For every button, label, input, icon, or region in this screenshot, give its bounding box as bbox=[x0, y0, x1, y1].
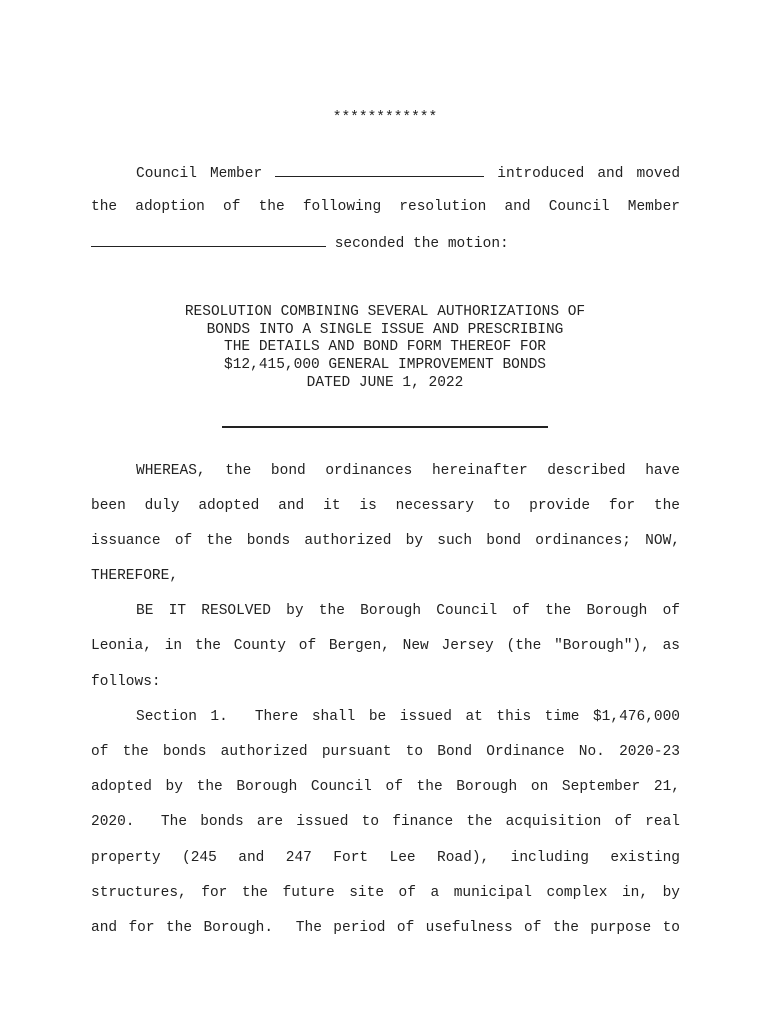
section1-line-3: adopted by the Borough Council of the Borough on September 21, bbox=[91, 779, 680, 795]
whereas-line-2: been duly adopted and it is necessary to provide for the bbox=[91, 498, 680, 514]
section1-line-2: of the bonds authorized pursuant to Bond Ordinance No. 2020-23 bbox=[91, 744, 680, 760]
section1-line-7: and for the Borough. The period of usefulness of the purpose to bbox=[91, 920, 680, 936]
section1-line-1: Section 1. There shall be issued at this time $1,476,000 bbox=[136, 709, 680, 725]
whereas-line-3: issuance of the bonds authorized by such bond ordinances; NOW, bbox=[91, 533, 680, 549]
title-line-4: $12,415,000 GENERAL IMPROVEMENT BONDS bbox=[224, 357, 546, 373]
title-line-3: THE DETAILS AND BOND FORM THEREOF FOR bbox=[224, 339, 546, 355]
intro-line-1-end: introduced and moved bbox=[497, 166, 681, 182]
resolved-line-3: follows: bbox=[91, 674, 161, 690]
intro-line-1 bbox=[136, 163, 680, 183]
title-line-1: RESOLUTION COMBINING SEVERAL AUTHORIZATIONS OF bbox=[184, 304, 586, 320]
title-divider bbox=[222, 426, 548, 428]
title-line-5: DATED JUNE 1, 2022 bbox=[306, 375, 464, 391]
header-stars: ************ bbox=[332, 110, 438, 126]
resolved-line-1: BE IT RESOLVED by the Borough Council of the Borough of bbox=[136, 603, 680, 619]
section1-line-4: 2020. The bonds are issued to finance the acquisition of real bbox=[91, 814, 680, 830]
whereas-line-1: WHEREAS, the bond ordinances hereinafter described have bbox=[136, 463, 680, 479]
intro-line-1-start: Council Member bbox=[136, 166, 263, 182]
council-member-blank-2 bbox=[91, 233, 326, 247]
resolved-line-2: Leonia, in the County of Bergen, New Jersey (the "Borough"), as bbox=[91, 638, 680, 654]
intro-line-3 bbox=[91, 233, 509, 253]
section1-line-5: property (245 and 247 Fort Lee Road), including existing bbox=[91, 850, 680, 866]
whereas-line-4: THEREFORE, bbox=[91, 568, 179, 584]
council-member-blank-1 bbox=[275, 163, 484, 177]
intro-line-3-end: seconded the motion: bbox=[334, 236, 509, 252]
section1-line-6: structures, for the future site of a municipal complex in, by bbox=[91, 885, 680, 901]
intro-line-2: the adoption of the following resolution and Council Member bbox=[91, 199, 680, 215]
title-line-2: BONDS INTO A SINGLE ISSUE AND PRESCRIBING bbox=[206, 322, 564, 338]
